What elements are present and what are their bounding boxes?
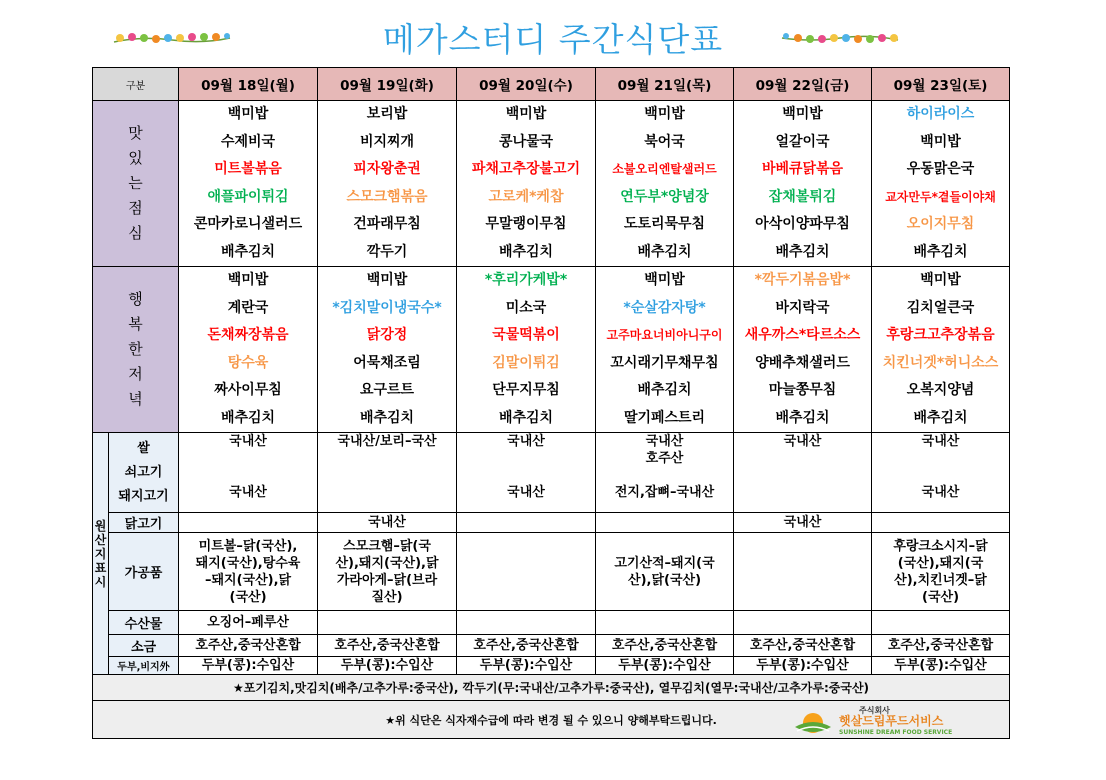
origin-cell	[596, 611, 734, 635]
menu-item: 피자왕춘권	[353, 161, 421, 177]
menu-item: *깍두기볶음밥*	[754, 272, 851, 288]
menu-item: 무말랭이무침	[485, 216, 567, 232]
menu-item: 닭강정	[366, 327, 408, 343]
vertical-label-char: 산	[94, 532, 107, 547]
origin-cell	[457, 611, 596, 635]
origin-row-rice-meat	[93, 433, 1010, 513]
origin-cell	[872, 513, 1010, 533]
menu-item: 꼬시래기무채무침	[610, 354, 719, 371]
menu-item: 비지찌개	[359, 133, 415, 150]
garland-left-decoration	[112, 28, 232, 50]
vertical-label-char: 심	[128, 224, 143, 242]
kimchi-origin-note: ★포기김치,맛김치(배추/고추가루:중국산), 깍두기(무:국내산/고추가루:중국산), 열무김치(열무:국내산/고추가루:중국산)	[93, 675, 1010, 701]
menu-change-note: ★위 식단은 식자재수급에 따라 변경 될 수 있으니 양해부탁드립니다.	[385, 713, 717, 727]
origin-cell: 스모크햄–닭(국 산),돼지(국산),닭 가라아게–닭(브라 질산)	[318, 533, 457, 611]
vertical-label-char: 행	[128, 290, 143, 308]
garland-right-decoration	[780, 28, 900, 50]
day-header: 09월 18일(월)	[179, 68, 318, 101]
menu-item: 수제비국	[220, 133, 276, 150]
origin-cell: 호주산,중국산혼합	[457, 635, 596, 657]
vertical-label-char: 시	[94, 574, 107, 589]
day-header: 09월 20일(수)	[457, 68, 596, 101]
menu-item: 양배추채샐러드	[755, 354, 850, 371]
origin-cell: 국내산	[318, 513, 457, 533]
origin-head	[93, 433, 109, 675]
lunch-row	[93, 101, 1010, 267]
origin-cell: 두부(콩):수입산	[872, 657, 1010, 675]
header-row	[93, 68, 1010, 101]
menu-item: 백미밥	[920, 133, 961, 150]
origin-cell: 호주산,중국산혼합	[734, 635, 872, 657]
menu-item: 바지락국	[775, 299, 830, 316]
menu-item: 보리밥	[366, 106, 408, 122]
origin-row-processed	[93, 533, 1010, 611]
lunch-day-cell	[179, 101, 318, 267]
menu-item: 콩나물국	[498, 133, 554, 150]
dinner-label	[93, 267, 179, 433]
menu-item: 잡채볼튀김	[768, 188, 837, 205]
origin-label: 쌀 쇠고기 돼지고기	[109, 433, 179, 513]
menu-item: 얼갈이국	[775, 133, 830, 150]
menu-item: 배추김치	[359, 409, 415, 426]
lunch-day-cell	[596, 101, 734, 267]
menu-item: 배추김치	[220, 243, 276, 260]
kimchi-note-row	[93, 675, 1010, 701]
page-title: 메가스터디 주간식단표	[382, 20, 724, 59]
day-header: 09월 22일(금)	[734, 68, 872, 101]
menu-item: 아삭이양파무침	[755, 216, 850, 232]
origin-cell	[179, 513, 318, 533]
menu-item: 오이지무침	[906, 216, 975, 232]
origin-cell: 후랑크소시지–닭 (국산),돼지(국 산),치킨너겟–닭 (국산)	[872, 533, 1010, 611]
vertical-label-char: 원	[94, 518, 107, 533]
menu-item: 어묵채조림	[353, 354, 421, 371]
menu-item: 백미밥	[644, 106, 685, 122]
day-header: 09월 23일(토)	[872, 68, 1010, 101]
menu-item: 짜사이무침	[214, 382, 282, 398]
menu-item: 깍두기	[366, 243, 408, 260]
origin-cell: 호주산,중국산혼합	[318, 635, 457, 657]
menu-item: 배추김치	[637, 382, 692, 398]
menu-item: 백미밥	[505, 106, 547, 122]
menu-item: 백미밥	[644, 272, 685, 288]
origin-cell: 고기산적–돼지(국 산),닭(국산)	[596, 533, 734, 611]
menu-item: 딸기페스트리	[623, 409, 706, 426]
origin-cell: 호주산,중국산혼합	[179, 635, 318, 657]
dinner-label-text	[93, 287, 178, 412]
origin-row-seafood	[93, 611, 1010, 635]
menu-item: 백미밥	[920, 272, 961, 288]
origin-cell: 호주산,중국산혼합	[872, 635, 1010, 657]
origin-cell: 국내산	[734, 433, 872, 513]
origin-cell: 국내산/보리–국산	[318, 433, 457, 513]
menu-item: 바베큐닭볶음	[761, 161, 844, 177]
origin-cell: 두부(콩):수입산	[457, 657, 596, 675]
origin-cell: 국내산	[734, 513, 872, 533]
lunch-day-cell	[457, 101, 596, 267]
lunch-day-cell	[734, 101, 872, 267]
origin-label: 가공품	[109, 533, 179, 611]
dinner-day-cell	[457, 267, 596, 433]
menu-item: 배추김치	[498, 409, 554, 426]
dinner-row	[93, 267, 1010, 433]
menu-item: *김치말이냉국수*	[332, 299, 442, 316]
vertical-label-char: 녁	[128, 390, 143, 408]
origin-row-salt	[93, 635, 1010, 657]
menu-item: 새우까스*타르소스	[744, 327, 861, 343]
vertical-label-char: 맛	[128, 124, 143, 142]
menu-item: 국물떡볶이	[492, 327, 560, 343]
change-note-row	[93, 701, 1010, 739]
menu-item: 계란국	[227, 299, 269, 316]
origin-cell: 국내산 호주산 전지,잡뼈–국내산	[596, 433, 734, 513]
day-header: 09월 19일(화)	[318, 68, 457, 101]
origin-row-tofu	[93, 657, 1010, 675]
menu-item: 스모크햄볶음	[346, 188, 428, 205]
dinner-day-cell	[596, 267, 734, 433]
header-gubun: 구분	[93, 68, 179, 101]
day-header: 09월 21일(목)	[596, 68, 734, 101]
change-note-cell	[93, 701, 1010, 739]
company-small-label: 주식회사	[859, 706, 890, 715]
menu-item: 배추김치	[220, 409, 276, 426]
menu-item: 교자만두*곁들이야채	[885, 189, 996, 204]
menu-item: 백미밥	[227, 106, 269, 122]
menu-item: 배추김치	[913, 409, 968, 426]
menu-item: 후랑크고추장볶음	[886, 327, 995, 343]
menu-item: 오복지양념	[906, 382, 975, 398]
menu-item: 배추김치	[637, 243, 692, 260]
weekly-menu-table	[92, 67, 1010, 739]
vertical-label-char: 지	[94, 546, 107, 561]
vertical-label-char: 저	[128, 365, 143, 383]
origin-row-chicken	[93, 513, 1010, 533]
menu-item: 소불오리엔탈샐러드	[612, 162, 717, 176]
origin-cell	[457, 533, 596, 611]
menu-item: 애플파이튀김	[207, 188, 289, 205]
menu-item: 도토리묵무침	[623, 216, 706, 232]
dinner-day-cell	[872, 267, 1010, 433]
menu-item: 치킨너겟*허니소스	[882, 354, 999, 371]
dinner-day-cell	[734, 267, 872, 433]
vertical-label-char: 점	[128, 199, 143, 217]
menu-item: *후리가케밥*	[484, 272, 568, 288]
vertical-label-char: 표	[94, 560, 107, 575]
origin-cell: 두부(콩):수입산	[734, 657, 872, 675]
menu-item: 북어국	[644, 133, 685, 150]
origin-cell: 국내산 국내산	[179, 433, 318, 513]
menu-item: 요구르트	[359, 382, 415, 398]
menu-item: 마늘쫑무침	[768, 382, 837, 398]
origin-label: 수산물	[109, 611, 179, 635]
vertical-label-char: 한	[128, 340, 143, 358]
menu-item: 고로케*케찹	[488, 188, 564, 205]
dinner-day-cell	[318, 267, 457, 433]
menu-item: 연두부*양념장	[620, 188, 709, 205]
lunch-label	[93, 101, 179, 267]
origin-label: 닭고기	[109, 513, 179, 533]
origin-cell: 두부(콩):수입산	[596, 657, 734, 675]
origin-cell	[318, 611, 457, 635]
vertical-label-char: 있	[128, 149, 143, 167]
origin-cell	[457, 513, 596, 533]
origin-label: 소금	[109, 635, 179, 657]
company-english-name: SUNSHINE DREAM FOOD SERVICE	[839, 729, 953, 736]
lunch-day-cell	[872, 101, 1010, 267]
menu-item: 건파래무침	[353, 216, 421, 232]
origin-cell: 호주산,중국산혼합	[596, 635, 734, 657]
menu-item: 배추김치	[498, 243, 554, 260]
origin-cell	[872, 611, 1010, 635]
origin-cell	[596, 513, 734, 533]
menu-item: 미트볼볶음	[214, 161, 282, 177]
menu-item: 미소국	[505, 299, 547, 316]
company-logo	[791, 703, 1001, 737]
menu-item: *순살감자탕*	[623, 299, 706, 316]
origin-head-text	[93, 519, 108, 589]
menu-item: 고주마요너비아니구이	[606, 328, 723, 342]
menu-item: 하이라이스	[906, 106, 975, 122]
origin-cell	[734, 533, 872, 611]
menu-item: 백미밥	[782, 106, 823, 122]
dinner-day-cell	[179, 267, 318, 433]
origin-cell: 국내산 국내산	[457, 433, 596, 513]
menu-item: 김말이튀김	[492, 354, 560, 371]
company-name: 햇살드림푸드서비스	[839, 714, 944, 728]
origin-cell	[734, 611, 872, 635]
menu-item: 배추김치	[775, 409, 830, 426]
origin-cell: 오징어–페루산	[179, 611, 318, 635]
menu-item: 단무지무침	[492, 382, 560, 398]
origin-cell: 국내산 국내산	[872, 433, 1010, 513]
origin-cell: 두부(콩):수입산	[179, 657, 318, 675]
vertical-label-char: 복	[128, 315, 143, 333]
menu-item: 파채고추장불고기	[471, 161, 581, 177]
menu-item: 백미밥	[227, 272, 269, 288]
menu-item: 배추김치	[775, 243, 830, 260]
menu-item: 탕수육	[227, 354, 269, 371]
origin-cell: 두부(콩):수입산	[318, 657, 457, 675]
origin-label: 두부,비지外	[109, 657, 179, 675]
menu-item: 돈채짜장볶음	[207, 327, 289, 343]
menu-item: 김치얼큰국	[906, 299, 975, 316]
lunch-day-cell	[318, 101, 457, 267]
menu-item: 백미밥	[366, 272, 408, 288]
menu-item: 콘마카로니샐러드	[193, 216, 303, 232]
menu-item: 배추김치	[913, 243, 968, 260]
vertical-label-char: 는	[128, 174, 143, 192]
menu-item: 우동맑은국	[906, 161, 975, 177]
origin-cell: 미트볼–닭(국산), 돼지(국산),탕수육 –돼지(국산),닭 (국산)	[179, 533, 318, 611]
lunch-label-text	[93, 121, 178, 246]
